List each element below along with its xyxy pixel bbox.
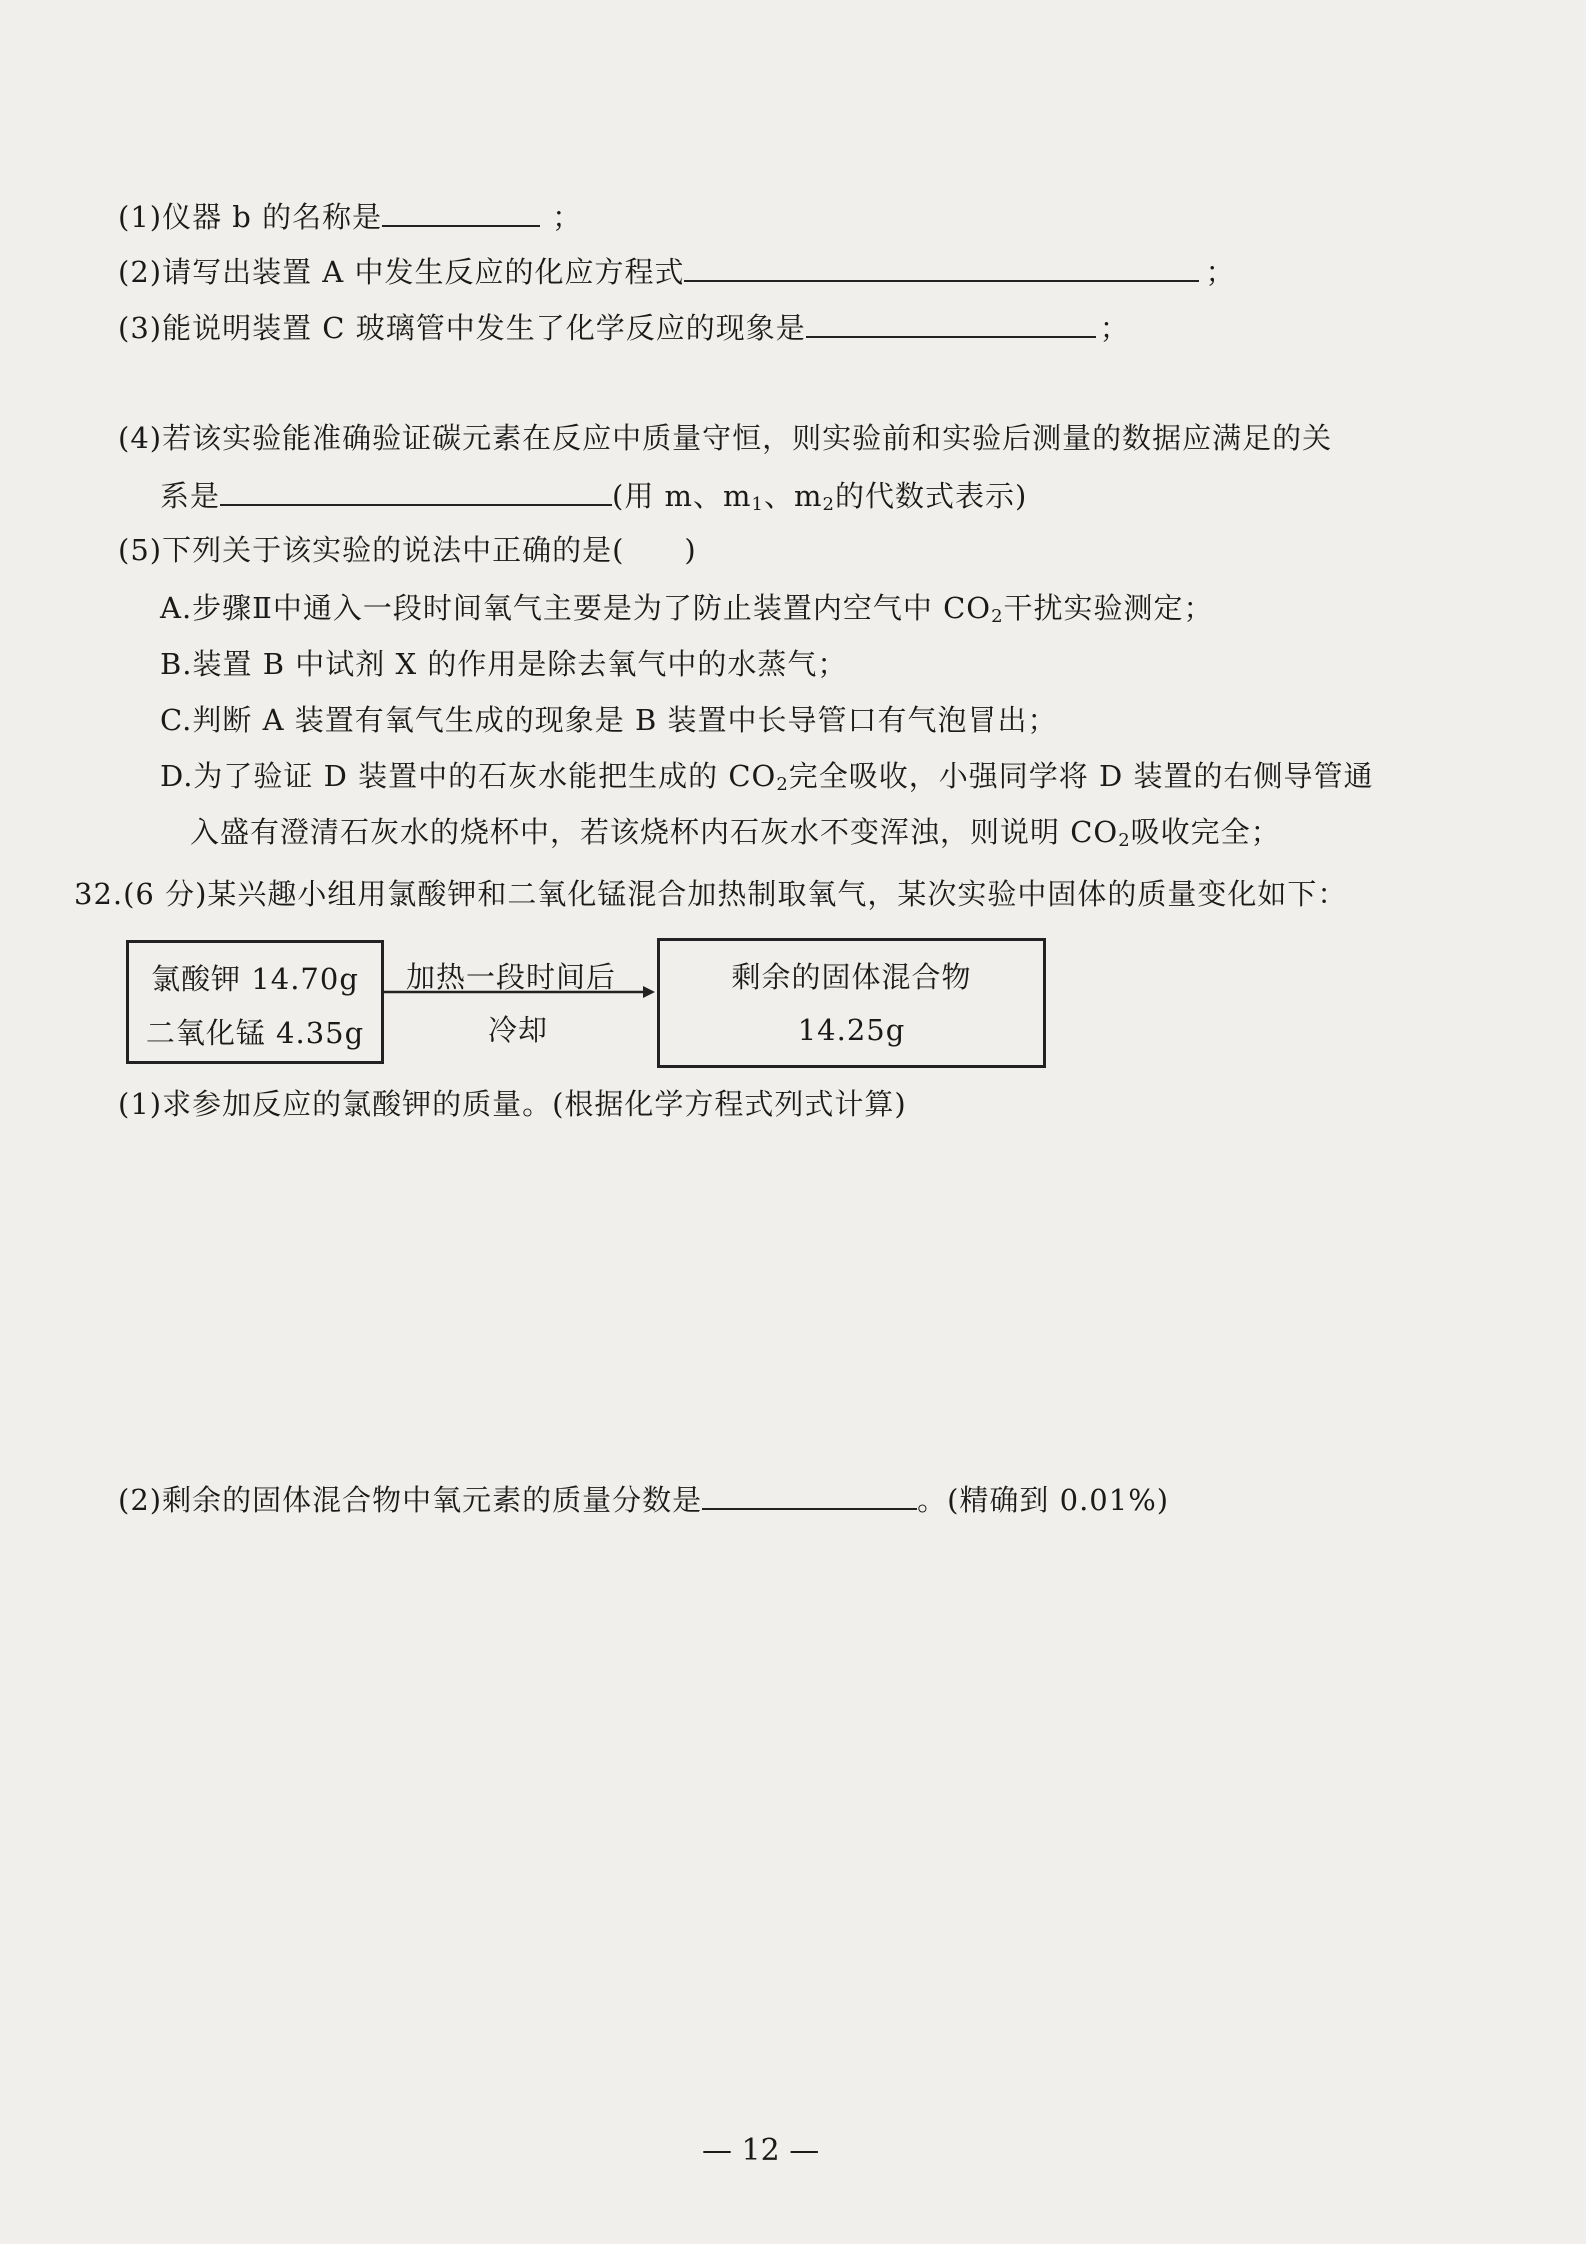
option-c: C.判断 A 装置有氧气生成的现象是 B 装置中长导管口有气泡冒出； <box>160 703 1058 737</box>
q31-part5: (5)下列关于该实验的说法中正确的是( ) <box>118 533 697 567</box>
option-a: A.步骤Ⅱ中通入一段时间氧气主要是为了防止装置内空气中 $CO_2$干扰实验测定； <box>160 591 1214 627</box>
answer-blank[interactable] <box>806 306 1096 338</box>
arrow-label-bottom: 冷却 <box>488 1013 549 1047</box>
option-d: D.为了验证 D 装置中的石灰水能把生成的 $CO_2$完全吸收，小强同学将 D 装置的右侧导管通 <box>160 759 1374 795</box>
q32-part1: (1)求参加反应的氯酸钾的质量。(根据化学方程式列式计算) <box>118 1087 907 1121</box>
remaining-mixture-box: 剩余的固体混合物 14.25g <box>657 938 1046 1068</box>
q32-stem: 32.(6 分)某兴趣小组用氯酸钾和二氧化锰混合加热制取氧气，某次实验中固体的质量变化如下： <box>74 877 1348 911</box>
q31-part3: (3)能说明装置 C 玻璃管中发生了化学反应的现象是 ； <box>118 306 1130 348</box>
option-d-cont: 入盛有澄清石灰水的烧杯中，若该烧杯内石灰水不变浑浊，则说明 $CO_2$吸收完全； <box>190 815 1281 851</box>
page-number: — 12 — <box>702 2133 820 2168</box>
arrow-label-top: 加热一段时间后 <box>406 960 617 994</box>
initial-mixture-box: 氯酸钾 14.70g 二氧化锰 4.35g <box>126 940 384 1064</box>
answer-blank[interactable] <box>702 1478 917 1510</box>
answer-blank[interactable] <box>220 474 612 506</box>
q31-part2: (2)请写出装置 A 中发生反应的化应方程式 ； <box>118 250 1235 292</box>
q31-part1: (1)仪器 b 的名称是 ； <box>118 195 582 237</box>
q31-part4-cont: 系是 (用 m、$m_1$、$m_2$的代数式表示) <box>160 474 1027 525</box>
answer-blank[interactable] <box>382 195 540 227</box>
reaction-arrow <box>381 982 657 1002</box>
q31-part4: (4)若该实验能准确验证碳元素在反应中质量守恒，则实验前和实验后测量的数据应满足的关 <box>118 421 1333 455</box>
q32-part2: (2)剩余的固体混合物中氧元素的质量分数是 。(精确到 0.01%) <box>118 1478 1169 1520</box>
option-b: B.装置 B 中试剂 X 的作用是除去氧气中的水蒸气； <box>160 647 848 681</box>
answer-blank[interactable] <box>684 250 1199 282</box>
